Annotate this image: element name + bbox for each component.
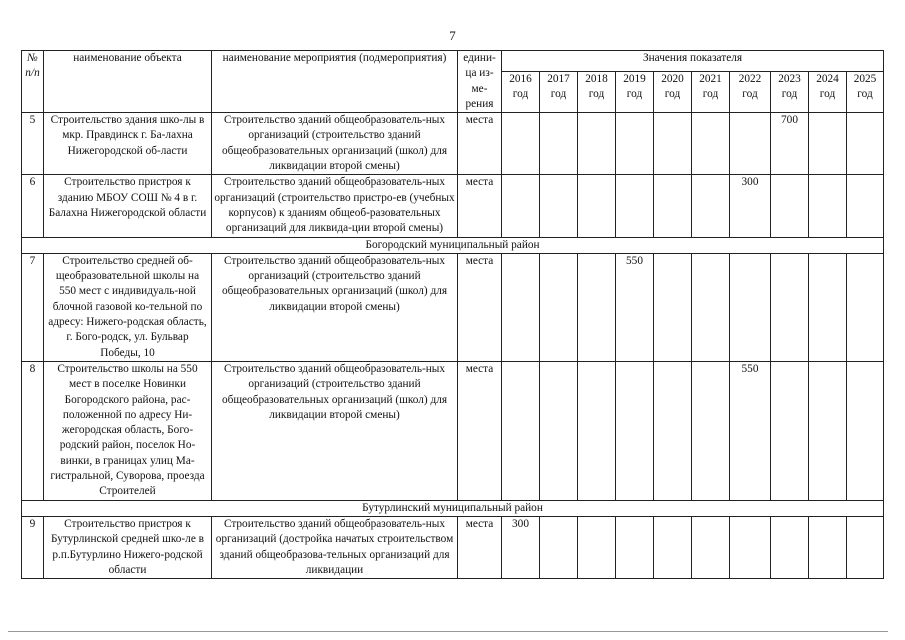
object-name: Строительство средней об-щеобразовательной школы на 550 мест с индивидуаль-ной блочной газовой ко-тельной по адресу: Нижего-родская область, г. Бого-родск, ул. Бульвар Победы, 10 xyxy=(44,253,212,361)
row-number: 7 xyxy=(22,253,44,361)
activity-name: Строительство зданий общеобразователь-ных организаций (строительство зданий общеобразовательных организаций (школ) для ликвидации второй смены) xyxy=(212,253,458,361)
header-year: 2017 год xyxy=(540,72,578,113)
value-cell xyxy=(540,113,578,175)
header-year: 2020 год xyxy=(654,72,692,113)
value-cell xyxy=(578,516,616,578)
value-cell xyxy=(654,516,692,578)
value-cell xyxy=(616,361,654,500)
value-cell xyxy=(502,175,540,237)
header-year: 2023 год xyxy=(771,72,809,113)
header-object: наименование объекта xyxy=(44,51,212,113)
header-year: 2021 год xyxy=(692,72,730,113)
value-cell: 300 xyxy=(502,516,540,578)
object-name: Строительство здания шко-лы в мкр. Правдинск г. Ба-лахна Нижегородской об-ласти xyxy=(44,113,212,175)
value-cell xyxy=(502,361,540,500)
value-cell xyxy=(771,361,809,500)
value-cell xyxy=(616,113,654,175)
header-unit: едини-ца из-ме-рения xyxy=(458,51,502,113)
header-year: 2018 год xyxy=(578,72,616,113)
object-name: Строительство пристроя к зданию МБОУ СОШ № 4 в г. Балахна Нижегородской области xyxy=(44,175,212,237)
table-row xyxy=(22,175,884,237)
value-cell xyxy=(616,516,654,578)
value-cell xyxy=(578,253,616,361)
region-row xyxy=(22,500,884,516)
region-name: Бутурлинский муниципальный район xyxy=(22,500,884,516)
value-cell xyxy=(692,253,730,361)
value-cell xyxy=(578,113,616,175)
header-year: 2022 год xyxy=(730,72,771,113)
header-year: 2019 год xyxy=(616,72,654,113)
value-cell xyxy=(809,113,847,175)
value-cell xyxy=(847,361,884,500)
value-cell xyxy=(502,113,540,175)
value-cell xyxy=(730,113,771,175)
row-number: 8 xyxy=(22,361,44,500)
bottom-rule xyxy=(8,631,888,632)
value-cell: 700 xyxy=(771,113,809,175)
table-row xyxy=(22,253,884,361)
value-cell xyxy=(771,516,809,578)
value-cell xyxy=(809,253,847,361)
object-name: Строительство пристроя к Бутурлинской средней шко-ле в р.п.Бутурлино Нижего-родской области xyxy=(44,516,212,578)
header-year: 2025 год xyxy=(847,72,884,113)
header-activity: наименование мероприятия (подмероприятия) xyxy=(212,51,458,113)
unit: места xyxy=(458,175,502,237)
value-cell xyxy=(730,516,771,578)
value-cell xyxy=(809,175,847,237)
header-values-title: Значения показателя xyxy=(502,51,884,72)
value-cell xyxy=(502,253,540,361)
value-cell xyxy=(692,113,730,175)
row-number: 6 xyxy=(22,175,44,237)
value-cell xyxy=(771,175,809,237)
value-cell xyxy=(692,516,730,578)
value-cell xyxy=(692,175,730,237)
region-name: Богородский муниципальный район xyxy=(22,237,884,253)
value-cell xyxy=(809,516,847,578)
unit: места xyxy=(458,113,502,175)
page-number: 7 xyxy=(449,28,456,43)
value-cell xyxy=(654,175,692,237)
object-name: Строительство школы на 550 мест в поселке Новинки Богородского района, рас-положенной по адресу Ни-жегородская область, Бого-родский район, поселок Но-винки, в границах улиц Ма-гистральной, Суворова, проезда Строителей xyxy=(44,361,212,500)
value-cell: 550 xyxy=(616,253,654,361)
activity-name: Строительство зданий общеобразователь-ных организаций (строительство зданий общеобразовательных организаций (школ) для ликвидации второй смены) xyxy=(212,113,458,175)
value-cell: 300 xyxy=(730,175,771,237)
unit: места xyxy=(458,253,502,361)
table-body xyxy=(22,113,884,579)
indicators-table xyxy=(21,50,884,579)
unit: места xyxy=(458,361,502,500)
activity-name: Строительство зданий общеобразователь-ных организаций (строительство пристро-ев (учебных корпусов) к зданиям общеоб-разовательных организаций для ликвида-ции второй смены) xyxy=(212,175,458,237)
unit: места xyxy=(458,516,502,578)
value-cell xyxy=(847,175,884,237)
value-cell xyxy=(540,253,578,361)
activity-name: Строительство зданий общеобразователь-ных организаций (строительство зданий общеобразовательных организаций (школ) для ликвидации второй смены) xyxy=(212,361,458,500)
value-cell xyxy=(540,516,578,578)
value-cell xyxy=(616,175,654,237)
value-cell xyxy=(847,516,884,578)
region-row xyxy=(22,237,884,253)
value-cell xyxy=(654,113,692,175)
row-number: 5 xyxy=(22,113,44,175)
header-row-1 xyxy=(22,51,884,72)
row-number: 9 xyxy=(22,516,44,578)
header-year: 2016 год xyxy=(502,72,540,113)
value-cell xyxy=(540,175,578,237)
value-cell xyxy=(578,175,616,237)
value-cell xyxy=(540,361,578,500)
header-num: № п/п xyxy=(22,51,44,113)
value-cell xyxy=(654,253,692,361)
value-cell xyxy=(692,361,730,500)
header-year: 2024 год xyxy=(809,72,847,113)
value-cell xyxy=(578,361,616,500)
value-cell xyxy=(809,361,847,500)
value-cell xyxy=(771,253,809,361)
activity-name: Строительство зданий общеобразователь-ных организаций (достройка начатых строительством зданий общеобразова-тельных организаций для ликвидации xyxy=(212,516,458,578)
table-row xyxy=(22,516,884,578)
value-cell xyxy=(730,253,771,361)
table-row xyxy=(22,113,884,175)
value-cell xyxy=(847,253,884,361)
table-row xyxy=(22,361,884,500)
value-cell xyxy=(847,113,884,175)
value-cell: 550 xyxy=(730,361,771,500)
value-cell xyxy=(654,361,692,500)
